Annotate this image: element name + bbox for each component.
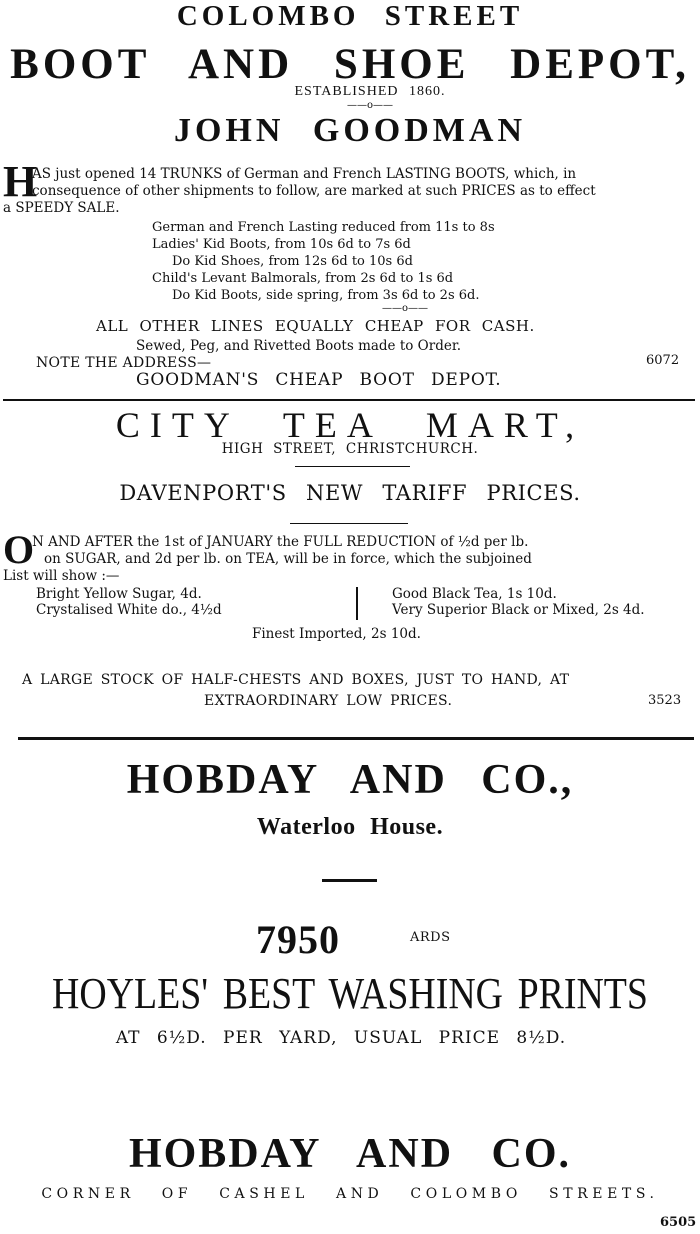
drop-cap-letter: O [3, 527, 35, 572]
hobday-name: HOBDAY AND CO., [126, 757, 574, 803]
prints-price-line: AT 6½D. PER YARD, USUAL PRICE 8½D. [115, 1028, 567, 1048]
drop-cap-letter: H [3, 157, 38, 206]
price-item: Child's Levant Balmorals, from 2s 6d to 1s 6d [152, 271, 454, 286]
finest-tea-price: Finest Imported, 2s 10d. [252, 626, 421, 642]
price-item: Do Kid Shoes, from 12s 6d to 10s 6d [172, 254, 413, 269]
divider-ornament: ——o—— [346, 100, 394, 111]
sugar-price-item: Bright Yellow Sugar, 4d. [36, 586, 202, 602]
stock-line: A LARGE STOCK OF HALF-CHESTS AND BOXES, JUST TO HAND, AT [22, 672, 570, 688]
divider-ornament: ——o—— [381, 303, 429, 314]
street-heading: COLOMBO STREET [176, 0, 524, 32]
price-item: Do Kid Boots, side spring, from 3s 6d to 2s 6d. [172, 288, 480, 303]
tariff-heading: DAVENPORT'S NEW TARIFF PRICES. [119, 481, 581, 505]
reduction-line: on SUGAR, and 2d per lb. on TEA, will be in force, which the subjoined [44, 551, 532, 567]
intro-line: AS just opened 14 TRUNKS of German and French LASTING BOOTS, which, in [32, 166, 577, 182]
note-address-label: NOTE THE ADDRESS— [36, 355, 212, 371]
tea-price-item: Very Superior Black or Mixed, 2s 4d. [392, 602, 645, 618]
price-item: German and French Lasting reduced from 11s to 8s [152, 220, 495, 235]
corner-address-line: CORNER OF CASHEL AND COLOMBO STREETS. [41, 1186, 659, 1202]
intro-line: consequence of other shipments to follow, are marked at such PRICES as to effect [32, 183, 596, 199]
cash-line: ALL OTHER LINES EQUALLY CHEAP FOR CASH. [96, 317, 535, 335]
ad-reference-number: 6505 [660, 1215, 697, 1230]
sugar-price-item: Crystalised White do., 4½d [36, 602, 222, 618]
column-divider [356, 587, 358, 620]
yardage-number: 7950 [256, 917, 340, 962]
reduction-line: List will show :— [3, 568, 120, 584]
established-line: ESTABLISHED 1860. [294, 84, 446, 99]
short-rule [295, 466, 410, 467]
short-rule [290, 523, 408, 524]
yards-label: ARDS [410, 930, 451, 945]
proprietor-name: JOHN GOODMAN [173, 112, 527, 149]
tea-mart-location: HIGH STREET, CHRISTCHURCH. [221, 441, 479, 457]
depot-address: GOODMAN'S CHEAP BOOT DEPOT. [136, 370, 502, 390]
prints-headline: HOYLES' BEST WASHING PRINTS [52, 969, 648, 1018]
intro-line: a SPEEDY SALE. [3, 200, 120, 216]
ad-separator-rule [18, 737, 694, 740]
waterloo-house: Waterloo House. [256, 814, 444, 840]
ad-separator-rule [3, 399, 695, 401]
depot-headline: BOOT AND SHOE DEPOT, [10, 41, 690, 88]
ad-reference-number: 6072 [646, 353, 680, 368]
price-item: Ladies' Kid Boots, from 10s 6d to 7s 6d [152, 237, 411, 252]
tea-mart-title: CITY TEA MART, [115, 405, 585, 445]
tea-price-item: Good Black Tea, 1s 10d. [392, 586, 557, 602]
made-to-order-line: Sewed, Peg, and Rivetted Boots made to Order. [136, 338, 462, 354]
short-rule [322, 879, 377, 882]
hobday-name: HOBDAY AND CO. [128, 1131, 572, 1177]
ad-reference-number: 3523 [648, 693, 682, 708]
reduction-line: N AND AFTER the 1st of JANUARY the FULL REDUCTION of ½d per lb. [32, 534, 529, 550]
stock-line: EXTRAORDINARY LOW PRICES. [204, 693, 453, 709]
